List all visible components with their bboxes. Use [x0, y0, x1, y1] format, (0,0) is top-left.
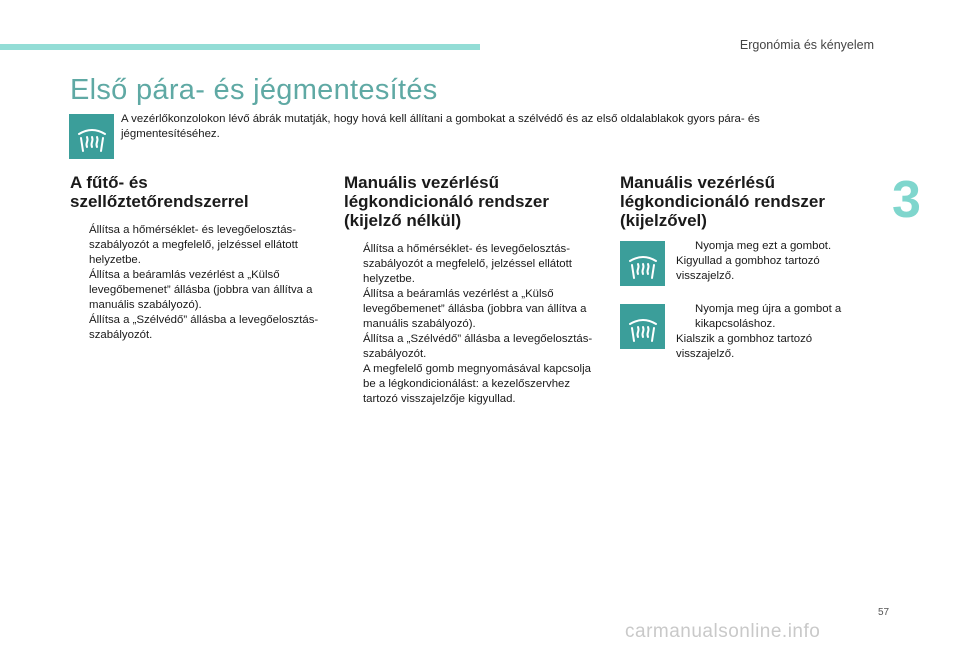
- list-item: A megfelelő gomb megnyomásával kapcsolja be a légkondicionálást: a kezelőszervhez tartozó visszajelzője kigyullad.: [363, 363, 591, 405]
- instruction-list: [70, 223, 325, 343]
- list-item: Állítsa a hőmérséklet- és levegőelosztás-szabályozót a megfelelő, jelzéssel ellátott helyzetbe.: [363, 243, 572, 285]
- column-heater: [70, 173, 325, 343]
- list-item: Állítsa a „Szélvédő” állásba a levegőelosztás-szabályozót.: [89, 314, 319, 341]
- instruction-block-off: [676, 302, 861, 362]
- list-item: Állítsa a „Szélvédő” állásba a levegőelosztás-szabályozót.: [363, 333, 593, 360]
- section-title: Ergonómia és kényelem: [739, 38, 874, 52]
- instruction-block-on: [676, 239, 861, 284]
- list-item: Nyomja meg újra a gombot a kikapcsoláshoz.: [695, 303, 842, 330]
- list-item: Állítsa a hőmérséklet- és levegőelosztás-szabályozót a megfelelő, jelzéssel ellátott helyzetbe.: [89, 224, 298, 266]
- result-note: Kigyullad a gombhoz tartozó visszajelző.: [676, 255, 820, 282]
- column-manual-ac-with-display: [620, 173, 860, 230]
- column-manual-ac-no-display: [344, 173, 599, 407]
- column-heading: Manuális vezérlésű légkondicionáló rendszer (kijelző nélkül): [344, 173, 549, 230]
- list-item: Állítsa a beáramlás vezérlést a „Külső levegőbemenet” állásba (jobbra van állítva a manuális szabályozó).: [89, 269, 313, 311]
- windscreen-demist-icon: [620, 304, 665, 349]
- instruction-list: [676, 239, 861, 254]
- list-item: Állítsa a beáramlás vezérlést a „Külső levegőbemenet” állásba (jobbra van állítva a manuális szabályozó).: [363, 288, 587, 330]
- header-accent-bar: [0, 44, 480, 50]
- windscreen-demist-icon: [69, 114, 114, 159]
- page-title: Első pára- és jégmentesítés: [70, 74, 438, 106]
- windscreen-demist-icon: [620, 241, 665, 286]
- instruction-list: [676, 302, 861, 332]
- list-item: Nyomja meg ezt a gombot.: [695, 240, 832, 252]
- intro-text: A vezérlőkonzolokon lévő ábrák mutatják, hogy hová kell állítani a gombokat a szélvédő és az első oldalablakok gyors pára- és jégmentesítéséhez.: [121, 113, 760, 140]
- page-number: 57: [878, 607, 890, 618]
- instruction-list: [344, 242, 599, 407]
- result-note: Kialszik a gombhoz tartozó visszajelző.: [676, 333, 813, 360]
- column-heading: Manuális vezérlésű légkondicionáló rendszer (kijelzővel): [620, 173, 825, 230]
- watermark: carmanualsonline.info: [625, 621, 821, 642]
- chapter-number: 3: [892, 171, 921, 229]
- column-heading: A fűtő- és szellőztetőrendszerrel: [70, 173, 249, 211]
